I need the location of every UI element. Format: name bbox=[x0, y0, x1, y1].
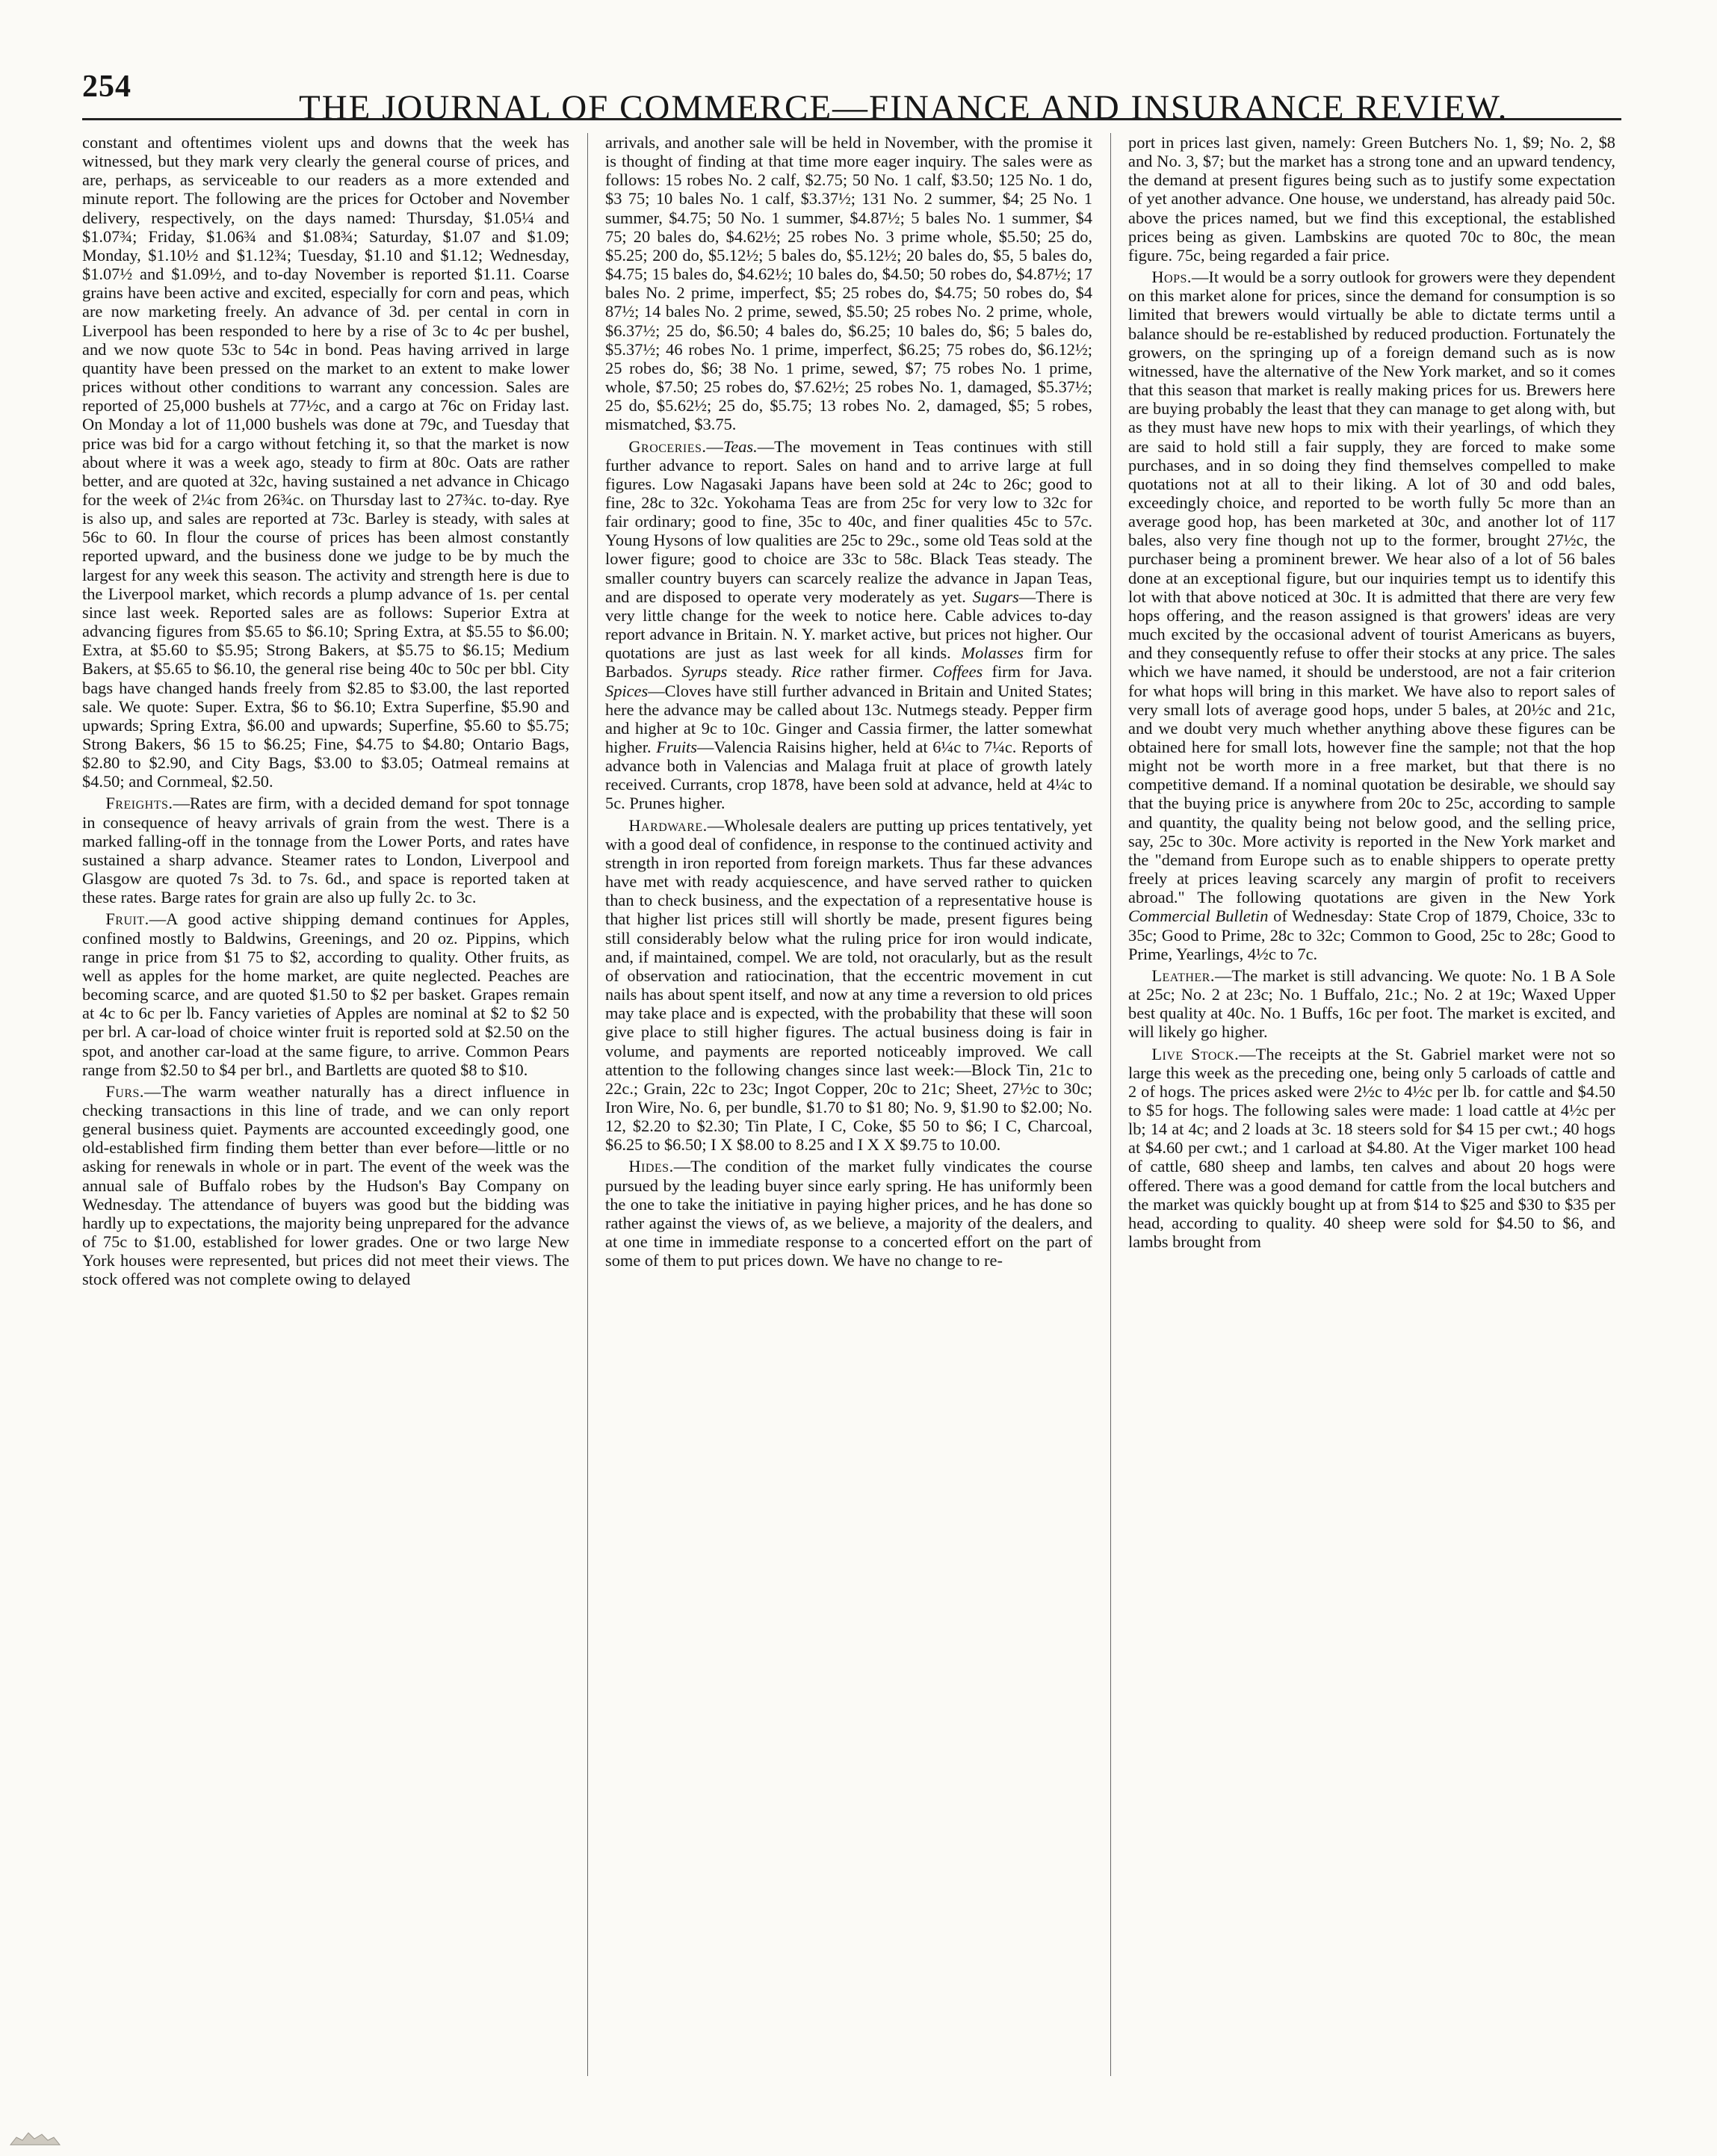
column-1 bbox=[82, 133, 569, 2084]
column-3 bbox=[1128, 133, 1615, 2084]
hops-section bbox=[1128, 268, 1615, 963]
leather-text: —The market is still advancing. We quote: No. 1 B A Sole at 25c; No. 2 at 23c; No. 1 Buffalo, 21c.; No. 2 at 19c; Waxed Upper best quality at 40c. No. 1 Buffs, 16c per foot. The market is excited, and will likely go higher. bbox=[1128, 966, 1615, 1042]
article-columns bbox=[82, 133, 1621, 2084]
hides-text: —The condition of the market fully vindicates the course pursued by the leading buyer since early spring. He has uniformly been the one to take the initiative in paying higher prices, and he has done so rather against the views of, as we believe, a majority of the dealers, and at one time in immediate response to a concerted effort on the part of some of them to put prices down. We have no change to re- bbox=[605, 1157, 1092, 1270]
coffees-heading: Coffees bbox=[932, 662, 983, 682]
paper-damage-mark bbox=[9, 2124, 61, 2146]
groceries-section: Groceries.—Teas.—The movement in Teas continues with still further advance to report. Sales on hand and to arrive large at full figures. Low Nagasaki Japans have been sold at 24c to 26c; good to fine, 28c to 32c. Yokohama Teas are from 25c for very low to 32c for fair ordinary; good to fine, 35c to 40c, and finer qualities 45c to 57c. Young Hysons of low qualities are 25c to 29c., some old Teas sold at the lower figure; good to choice are 33c to 58c. Black Teas steady. The smaller country buyers can scarcely realize the advance in Japan Teas, and are disposed to operate very moderately as yet. Sugars—There is very little change for the week to notice here. Cable advices to-day report advance in Britain. N. Y. market active, but prices not higher. Our quotations are just as last week for all kinds. Molasses firm for Barbados. Syrups steady. Rice rather firmer. Coffees firm for Java. Spices—Cloves have still further advanced in Britain and United States; here the advance may be called about 13c. Nutmegs steady. Pepper firm and higher at 9c to 10c. Ginger and Cassia firmer, the latter somewhat higher. Fruits—Valencia Raisins higher, held at 6¼c to 7¼c. Reports of advance both in Valencias and Malaga fruit at place of growth lately received. Currants, crop 1878, have been sold at advance, held at 4¼c to 5c. Prunes higher. bbox=[605, 436, 1092, 813]
hides-heading: Hides. bbox=[628, 1157, 674, 1176]
groceries-heading: Groceries. bbox=[628, 436, 707, 456]
hides-section bbox=[605, 1157, 1092, 1270]
fruit-section bbox=[82, 909, 569, 1078]
molasses-heading: Molasses bbox=[961, 643, 1024, 663]
teas-text: —The movement in Teas continues with still further advance to report. Sales on hand and to arrive large at full figures. Low Nagasaki Japans have been sold at 24c to 26c; good to fine, 28c to 32c. Yokohama Teas are from 25c for very low to 32c for fair ordinary; good to fine, 35c to 40c, and finer qualities 45c to 57c. Young Hysons of low qualities are 25c to 29c., some old Teas sold at the lower figure; good to choice are 33c to 58c. Black Teas steady. The smaller country buyers can scarcely realize the advance in Japan Teas, and are disposed to operate very moderately as yet. bbox=[605, 436, 1092, 606]
rice-text: rather firmer. bbox=[830, 662, 924, 682]
fruit-heading: Fruit. bbox=[105, 909, 149, 929]
header-rule bbox=[82, 118, 1621, 120]
sugars-heading: Sugars bbox=[972, 587, 1019, 606]
rice-heading: Rice bbox=[791, 662, 821, 682]
molasses-text: firm for Barbados. bbox=[605, 643, 1092, 682]
leather-section bbox=[1128, 966, 1615, 1042]
hops-text-end: of Wednesday: State Crop of 1879, Choice, 33c to 35c; Good to Prime, 28c to 32c; Common to Good, 25c to 28c; Good to Prime, Yearlings, 4½c to 7c. bbox=[1128, 906, 1615, 963]
fruit-text: —A good active shipping demand continues for Apples, confined mostly to Baldwins, Greenings, and 20 oz. Pippins, which range in price from $1 75 to $2, according to quality. Other fruits, as well as apples for the home market, are quite neglected. Peaches are becoming scarce, and are quoted $1.50 to $2 per basket. Grapes remain at 4c to 6c per lb. Fancy varieties of Apples are nominal at $2 to $2 50 per brl. A car-load of choice winter fruit is reported sold at $2.50 on the spot, and another car-load at the same figure, to arrive. Common Pears range from $2.50 to $4 per brl., and Bartletts are quoted $8 to $10. bbox=[82, 909, 569, 1079]
column-divider bbox=[1110, 133, 1111, 2076]
bulletin-title: Commercial Bulletin bbox=[1128, 906, 1269, 926]
hardware-heading: Hardware. bbox=[628, 815, 708, 835]
spices-text: —Cloves have still further advanced in Britain and United States; here the advance may be called about 13c. Nutmegs steady. Pepper firm and higher at 9c to 10c. Ginger and Cassia firmer, the latter somewhat higher. bbox=[605, 681, 1092, 756]
page-number: 254 bbox=[82, 70, 132, 104]
freights-heading: Freights. bbox=[105, 794, 173, 813]
spices-heading: Spices bbox=[605, 681, 649, 700]
leather-heading: Leather. bbox=[1151, 966, 1215, 985]
freights-section bbox=[82, 794, 569, 906]
furs-section bbox=[82, 1082, 569, 1289]
furs-heading: Furs. bbox=[105, 1081, 145, 1101]
column-2 bbox=[605, 133, 1092, 2084]
syrups-heading: Syrups bbox=[681, 662, 728, 682]
freights-text: —Rates are firm, with a decided demand for spot tonnage in consequence of heavy arrivals of grain from the west. There is a marked falling-off in the tonnage from the Lower Ports, and rates have sustained a sharp advance. Steamer rates to London, Liverpool and Glasgow are quoted 7s 3d. to 7s. 6d., and space is reported taken at these rates. Barge rates for grain are also up fully 2c. to 3c. bbox=[82, 794, 569, 907]
sugars-text: —There is very little change for the week to notice here. Cable advices to-day report advance in Britain. N. Y. market active, but prices not higher. Our quotations are just as last week for all kinds. bbox=[605, 587, 1092, 663]
fruits-heading: Fruits bbox=[656, 738, 697, 756]
fruits-text: —Valencia Raisins higher, held at 6¼c to 7¼c. Reports of advance both in Valencias and Malaga fruit at place of growth lately received. Currants, crop 1878, have been sold at advance, held at 4¼c to 5c. Prunes higher. bbox=[605, 738, 1092, 813]
coffees-text: firm for Java. bbox=[991, 662, 1092, 682]
hardware-text: —Wholesale dealers are putting up prices tentatively, yet with a good deal of confidence, in response to the continued activity and strength in iron reported from foreign markets. Thus far these advances have met with ready acquiescence, and have served rather to quicken than to check business, and the expectation of a representative house is that higher list prices still will shortly be made, present figures being still considerably below what the ruling price for iron would indicate, and, if maintained, compel. We are told, not oracularly, but as the result of observation and ratiocination, that the eccentric movement in cut nails has about spent itself, and now at any time a reversion to old prices may take place and is expected, with the probability that these will soon give place to still higher figures. The actual business doing is fair in volume, and payments are reported noticeably improved. We call attention to the following changes since last week:—Block Tin, 21c to 22c.; Grain, 22c to 23c; Ingot Copper, 20c to 21c; Sheet, 27½c to 30c; Iron Wire, No. 6, per bundle, $1.70 to $1 80; No. 9, $1.90 to $2.00; No. 12, $2.20 to $2.30; Tin Plate, I C, Coke, $5 50 to $6; I C, Charcoal, $6.25 to $6.50; I X $8.00 to 8.25 and I X X $9.75 to 10.00. bbox=[605, 815, 1092, 1155]
hops-text: —It would be a sorry outlook for growers were they dependent on this market alone for prices, since the demand for consumption is so limited that brewers would virtually be able to dictate terms until a balance should be re-established by reduced production. Fortunately the growers, on the springing up of a foreign demand such as is now witnessed, have the alternative of the New York market, and so it comes that this season that market is really making prices for us. Brewers here are buying probably the least that they can manage to get along with, but as they must have new hops to mix with their yearlings, of which they are said to hold still a fair supply, they are forced to make some purchases, and in so doing they find themselves compelled to make quotations not at all to their liking. A lot of 30 and odd bales, exceedingly choice, and reported to be worth fully 5c more than an average good hop, has been marketed at 30c, and another lot of 117 bales, also very fine though not up to the former, brought 27½c, the purchaser being a prominent brewer. We hear also of a lot of 56 bales done at an exceptional figure, but our inquiries tempt us to identify this lot with that above noticed at 30c. It is admitted that there are very few hops offering, and the reason assigned is that growers' ideas are very much excited by the occasional advent of tourist Americans as buyers, and they consequently refuse to offer their stocks at any price. The sales which we have named, it should be understood, are not a fair criterion for what hops will bring in this market. We have also to report sales of very small lots of average good hops, under 5 bales, at 20½c and 21c, and we doubt very much whether anything above these figures can be obtained here for small lots, however fine the sample; not that the hop might not be worth more in a free market, but that there is no competitive demand. If a nominal quotation be desirable, we should say that the buying price is anywhere from 20c to 25c, according to sample and quantity, the quality being not below good, and the selling price, say, 25c to 30c. More activity is reported in the New York market and the "demand from Europe such as to enable shippers to operate pretty freely at prices leaving scarcely any margin of profit to receivers abroad." The following quotations are given in the New York bbox=[1128, 268, 1615, 907]
livestock-section bbox=[1128, 1045, 1615, 1252]
teas-heading: Teas. bbox=[723, 436, 758, 456]
furs-text: —The warm weather naturally has a direct influence in checking transactions in this line of trade, and we can only report general business quiet. Payments are accounted exceedingly good, one old-established firm finding them better than ever before—little or no asking for renewals in whole or in part. The event of the week was the annual sale of Buffalo robes by the Hudson's Bay Company on Wednesday. The attendance of buyers was good but the bidding was hardly up to expectations, the majority being unprepared for the advance of 75c to $1.00, established for lower grades. One or two large New York houses were represented, but prices did not meet their views. The stock offered was not complete owing to delayed bbox=[82, 1081, 569, 1289]
hardware-section bbox=[605, 816, 1092, 1155]
hides-continued-paragraph: port in prices last given, namely: Green Butchers No. 1, $9; No. 2, $8 and No. 3, $7; but the market has a strong tone and an upward tendency, the demand at present figures being such as to justify some expectation of yet another advance. One house, we understand, has already paid 50c. above the prices named, but we find this exceptional, the established prices being as given. Lambskins are quoted 70c to 80c, the mean figure. 75c, being regarded a fair price. bbox=[1128, 133, 1615, 265]
column-divider bbox=[587, 133, 588, 2076]
livestock-heading: Live Stock. bbox=[1151, 1044, 1240, 1063]
running-head: THE JOURNAL OF COMMERCE—FINANCE AND INSURANCE REVIEW. bbox=[299, 88, 1509, 128]
grain-market-paragraph: constant and oftentimes violent ups and downs that the week has witnessed, but they mark very clearly the general course of prices, and are, perhaps, as serviceable to our readers as a more extended and minute report. The following are the prices for October and November delivery, respectively, on the days named: Thursday, $1.05¼ and $1.07¾; Friday, $1.06¾ and $1.08¾; Saturday, $1.07 and $1.09; Monday, $1.10½ and $1.12¾; Tuesday, $1.10 and $1.12; Wednesday, $1.07½ and $1.09½, and to-day November is reported $1.11. Coarse grains have been active and excited, especially for corn and peas, which are now marketing freely. An advance of 3d. per cental in corn in Liverpool has been responded to here by a rise of 3c to 4c per bushel, and we now quote 53c to 54c in bond. Peas having arrived in large quantity have been pressed on the market to an extent to make lower prices without other conditions to warrant any concession. Sales are reported of 25,000 bushels at 77½c, and a cargo at 76c on Friday last. On Monday a lot of 11,000 bushels was done at 79c, and Tuesday that price was bid for a cargo without fetching it, so that the market is now about where it was a week ago, steady to firm at 80c. Oats are rather better, and are quoted at 32c, having sustained a net advance in Chicago for the week of 2¼c from 26¾c. on Thursday last to 27¾c. to-day. Rye is also up, and sales are reported at 73c. Barley is steady, with sales at 56c to 60. In flour the course of prices has been almost constantly reported upward, and the business done we judge to be by much the largest for any week this season. The activity and strength here is due to the Liverpool market, which records a plump advance of 1s. per cental since last week. Reported sales are as follows: Superior Extra at advancing figures from $5.65 to $6.10; Spring Extra, at $5.55 to $6.00; Extra, at $5.60 to $5.95; Strong Bakers, at $5.75 to $6.15; Medium Bakers, at $5.65 to $6.10, the general rise being 40c to 50c per bbl. City bags have changed hands freely from $2.85 to $3.00, the last reported sale. We quote: Super. Extra, $6 to $6.10; Extra Superfine, $5.90 and upwards; Spring Extra, $6.00 and upwards; Superfine, $5.60 to $5.75; Strong Bakers, $6 15 to $6.25; Fine, $4.75 to $4.80; Ontario Bags, $2.80 to $2.90, and City Bags, $3.00 to $3.05; Oatmeal remains at $4.50; and Cornmeal, $2.50. bbox=[82, 133, 569, 791]
fur-sales-paragraph: arrivals, and another sale will be held in November, with the promise it is thought of finding at that time more eager inquiry. The sales were as follows: 15 robes No. 2 calf, $2.75; 50 No. 1 calf, $3.50; 125 No. 1 do, $3 75; 10 bales No. 1 calf, $3.37½; 131 No. 2 summer, $4; 25 No. 1 summer, $4.75; 50 No. 1 summer, $4.87½; 5 bales No. 1 summer, $4 75; 20 bales do, $4.62½; 25 robes No. 3 prime whole, $5.50; 25 do, $5.25; 200 do, $5.12½; 5 bales do, $5.12½; 20 bales do, $5, 5 bales do, $4.75; 15 bales do, $4.62½; 10 bales do, $4.50; 50 robes do, $4.87½; 17 bales No. 2 prime, imperfect, $5; 25 robes do, $4.75; 50 robes do, $4 87½; 14 bales No. 2 prime, sewed, $5.50; 25 robes No. 2 prime, whole, $6.37½; 25 do, $6.50; 4 bales do, $6.25; 10 bales do, $6; 5 bales do, $5.37½; 46 robes No. 1 prime, imperfect, $6.25; 75 robes do, $6.12½; 25 robes do, $6; 38 No. 1 prime, sewed, $7; 75 robes No. 1 prime, whole, $7.50; 25 robes do, $7.62½; 25 robes No. 1, damaged, $5.37½; 25 do, $5.62½; 25 do, $5.75; 13 robes No. 2, damaged, $5; 5 robes, mismatched, $3.75. bbox=[605, 133, 1092, 434]
hops-heading: Hops. bbox=[1151, 268, 1192, 287]
livestock-text: —The receipts at the St. Gabriel market were not so large this week as the preceding one, being only 5 carloads of cattle and 2 of hogs. The prices asked were 2½c to 4½c per lb. for cattle and $4.50 to $5 for hogs. The following sales were made: 1 load cattle at 4½c per lb; 14 at 4c; and 2 loads at 3c. 18 steers sold for $4 15 per cwt.; 40 hogs at $4.60 per cwt.; and 1 carload at $4.80. At the Viger market 100 head of cattle, 680 sheep and lambs, ten calves and about 20 hogs were offered. There was a good demand for cattle from the local butchers and the market was quickly bought up at from $14 to $25 and $30 to $35 per head, according to quality. 40 sheep were sold for $4.50 to $6, and lambs brought from bbox=[1128, 1044, 1615, 1252]
syrups-text: steady. bbox=[736, 662, 782, 682]
